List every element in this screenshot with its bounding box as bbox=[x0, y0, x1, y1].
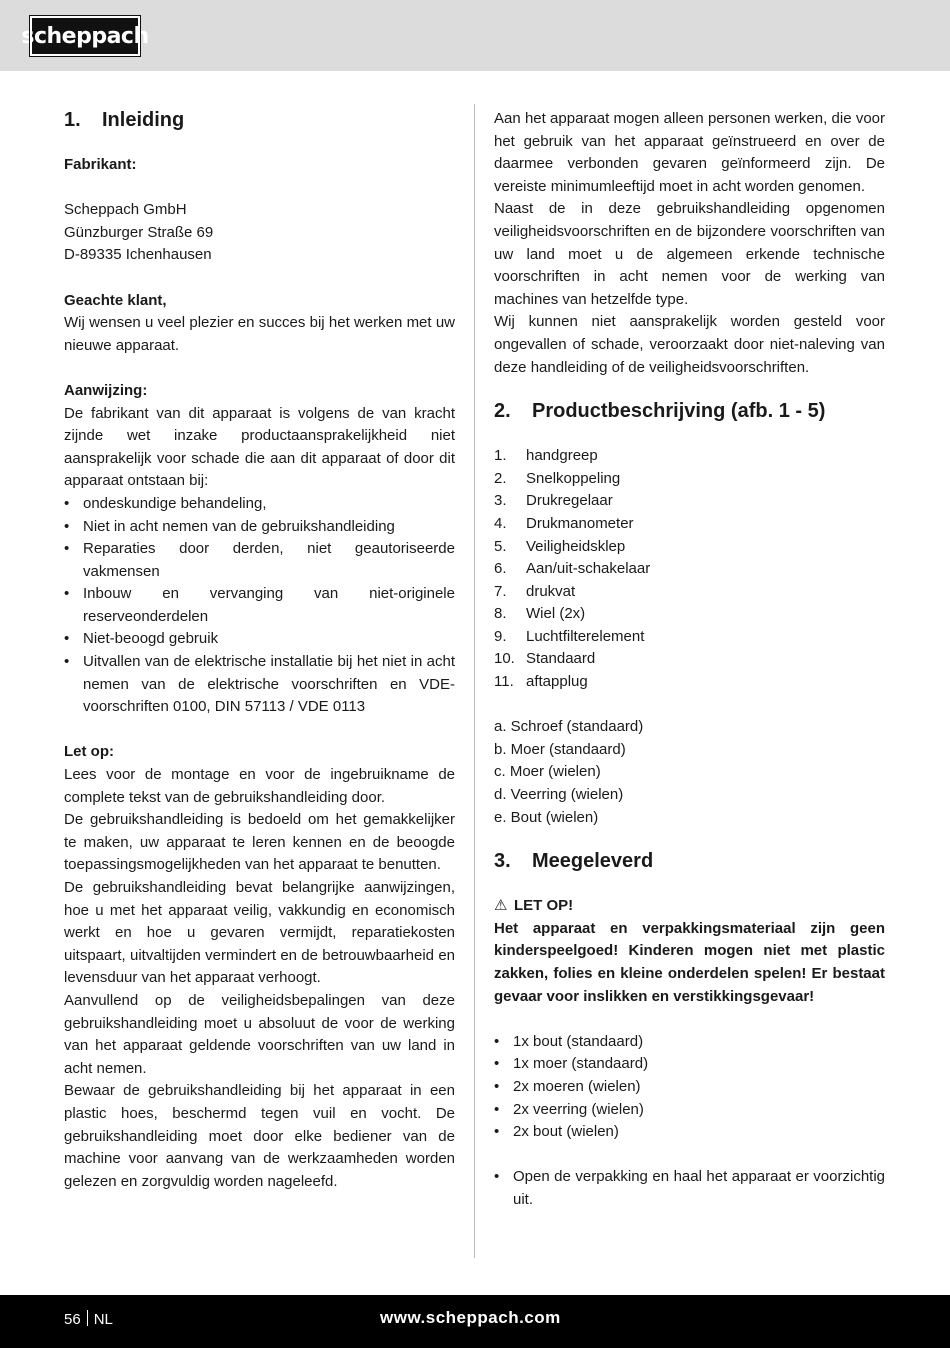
list-item: • Inbouw en vervanging van niet-originele reserveonderdelen bbox=[64, 583, 455, 628]
page-number: 56 NL bbox=[64, 1311, 113, 1328]
letter-parts-list bbox=[494, 716, 885, 829]
list-item: e. Bout (wielen) bbox=[494, 808, 599, 826]
paragraph: Wij kunnen niet aansprakelijk worden gesteld voor ongevallen of schade, veroorzaakt door niet-naleving van deze handleiding of de veiligheidsvoorschriften. bbox=[494, 313, 885, 376]
section-heading-scope-of-delivery: 3. Meegeleverd bbox=[494, 850, 654, 873]
list-item: 7. drukvat bbox=[494, 582, 576, 600]
list-item: • 2x veerring (wielen) bbox=[494, 1099, 885, 1122]
list-item: 11. aftapplug bbox=[494, 673, 588, 691]
list-item: • Reparaties door derden, niet geautoriseerde vakmensen bbox=[64, 538, 455, 583]
paragraph: Aan het apparaat mogen alleen personen werken, die voor het gebruik van het apparaat geïnstrueerd en over de daarmee verbonden gevaren geïnformeerd zijn. De vereiste minimumleeftijd moet in acht worden genomen. bbox=[494, 110, 885, 195]
list-item: 4. Drukmanometer bbox=[494, 514, 634, 532]
warning-text: Het apparaat en verpakkingsmateriaal zijn geen kinderspeelgoed! Kinderen mogen niet met plastic zakken, folies en kleine onderdelen spelen! Er bestaat gevaar voor inslikken en verstikkingsgevaar! bbox=[494, 919, 885, 1005]
greeting: Geachte klant, bbox=[64, 291, 167, 309]
page-footer bbox=[0, 1295, 950, 1348]
parts-list bbox=[494, 445, 885, 694]
list-item: • 1x moer (standaard) bbox=[494, 1053, 885, 1076]
list-item: 3. Drukregelaar bbox=[494, 492, 613, 510]
address-line: Scheppach GmbH bbox=[64, 201, 187, 219]
list-item: d. Veerring (wielen) bbox=[494, 786, 624, 804]
unpack-list bbox=[494, 1166, 885, 1211]
address-line: D-89335 Ichenhausen bbox=[64, 246, 212, 264]
list-item: b. Moer (standaard) bbox=[494, 740, 626, 758]
warning-triangle-icon: ⚠ bbox=[494, 897, 508, 915]
list-item: 5. Veiligheidsklep bbox=[494, 537, 626, 555]
paragraph: De gebruikshandleiding is bedoeld om het gemakkelijker te maken, uw apparaat te leren kennen en de beoogde toepassingsmogelijkheden van het apparaat te benutten. bbox=[64, 811, 455, 874]
caution-label: Let op: bbox=[64, 743, 114, 761]
list-item: c. Moer (wielen) bbox=[494, 763, 601, 781]
manufacturer-label: Fabrikant: bbox=[64, 156, 137, 173]
paragraph: De gebruikshandleiding bevat belangrijke aanwijzingen, hoe u met het apparaat veilig, vakkundig en economisch werkt en hoe u gevaren vermijdt, reparatiekosten uitspaart, uitvaltijden vermindert en de betrouwbaarheid en levensduur van het apparaat verhoogt. bbox=[64, 879, 455, 987]
scheppach-logo: scheppach bbox=[30, 16, 140, 56]
list-item: 10. Standaard bbox=[494, 650, 596, 668]
note-label: Aanwijzing: bbox=[64, 381, 148, 399]
column-divider bbox=[474, 104, 475, 1258]
left-column bbox=[64, 108, 455, 1193]
list-item: • Niet-beoogd gebruik bbox=[64, 628, 455, 651]
page-header bbox=[0, 0, 950, 71]
paragraph: Naast de in deze gebruikshandleiding opgenomen veiligheidsvoorschriften en de bijzondere voorschriften van uw land moet u de algemeen erkende technische voorschriften in acht nemen voor de werking van machines van hetzelfde type. bbox=[494, 200, 885, 308]
list-item: a. Schroef (standaard) bbox=[494, 718, 644, 736]
note-text: De fabrikant van dit apparaat is volgens de van kracht zijnde wet inzake productaansprakelijkheid niet aansprakelijk voor schade die aan dit apparaat of door dit apparaat ontstaan bij: bbox=[64, 404, 455, 490]
list-item: 1. handgreep bbox=[494, 447, 598, 465]
list-item: • 1x bout (standaard) bbox=[494, 1031, 885, 1054]
list-item: • 2x moeren (wielen) bbox=[494, 1076, 885, 1099]
section-heading-product-description: 2. Productbeschrijving (afb. 1 - 5) bbox=[494, 400, 826, 423]
greeting-text: Wij wensen u veel plezier en succes bij het werken met uw nieuwe apparaat. bbox=[64, 314, 455, 354]
list-item: 6. Aan/uit-schakelaar bbox=[494, 560, 651, 578]
list-item: • 2x bout (wielen) bbox=[494, 1121, 885, 1144]
list-item: • Uitvallen van de elektrische installatie bij het niet in acht nemen van de elektrische voorschriften en VDE-voorschriften 0100, DIN 57113 / VDE 0113 bbox=[64, 651, 455, 719]
address-line: Günzburger Straße 69 bbox=[64, 223, 214, 241]
list-item: • Open de verpakking en haal het apparaat er voorzichtig uit. bbox=[494, 1166, 885, 1211]
liability-list bbox=[64, 493, 455, 719]
section-heading-introduction: 1. Inleiding bbox=[64, 109, 185, 131]
list-item: 8. Wiel (2x) bbox=[494, 605, 586, 623]
website-link[interactable]: www.scheppach.com bbox=[380, 1308, 561, 1327]
warning-heading: ⚠ LET OP! bbox=[494, 895, 885, 918]
right-column bbox=[494, 108, 885, 1212]
scope-list bbox=[494, 1031, 885, 1144]
list-item: • ondeskundige behandeling, bbox=[64, 493, 455, 516]
paragraph: Lees voor de montage en voor de ingebruikname de complete tekst van de gebruikshandleiding door. bbox=[64, 766, 455, 806]
list-item: 9. Luchtfilterelement bbox=[494, 627, 645, 645]
list-item: • Niet in acht nemen van de gebruikshandleiding bbox=[64, 516, 455, 539]
paragraph: Aanvullend op de veiligheidsbepalingen van deze gebruikshandleiding moet u absoluut de voor de werking van het apparaat geldende voorschriften van uw land in acht nemen. bbox=[64, 991, 455, 1077]
list-item: 2. Snelkoppeling bbox=[494, 469, 621, 487]
paragraph: Bewaar de gebruikshandleiding bij het apparaat in een plastic hoes, beschermd tegen vuil en vocht. De gebruikshandleiding moet door elke bediener van de machine voor aanvang van de werkzaamheden worden gelezen en zorgvuldig worden nageleefd. bbox=[64, 1082, 455, 1190]
